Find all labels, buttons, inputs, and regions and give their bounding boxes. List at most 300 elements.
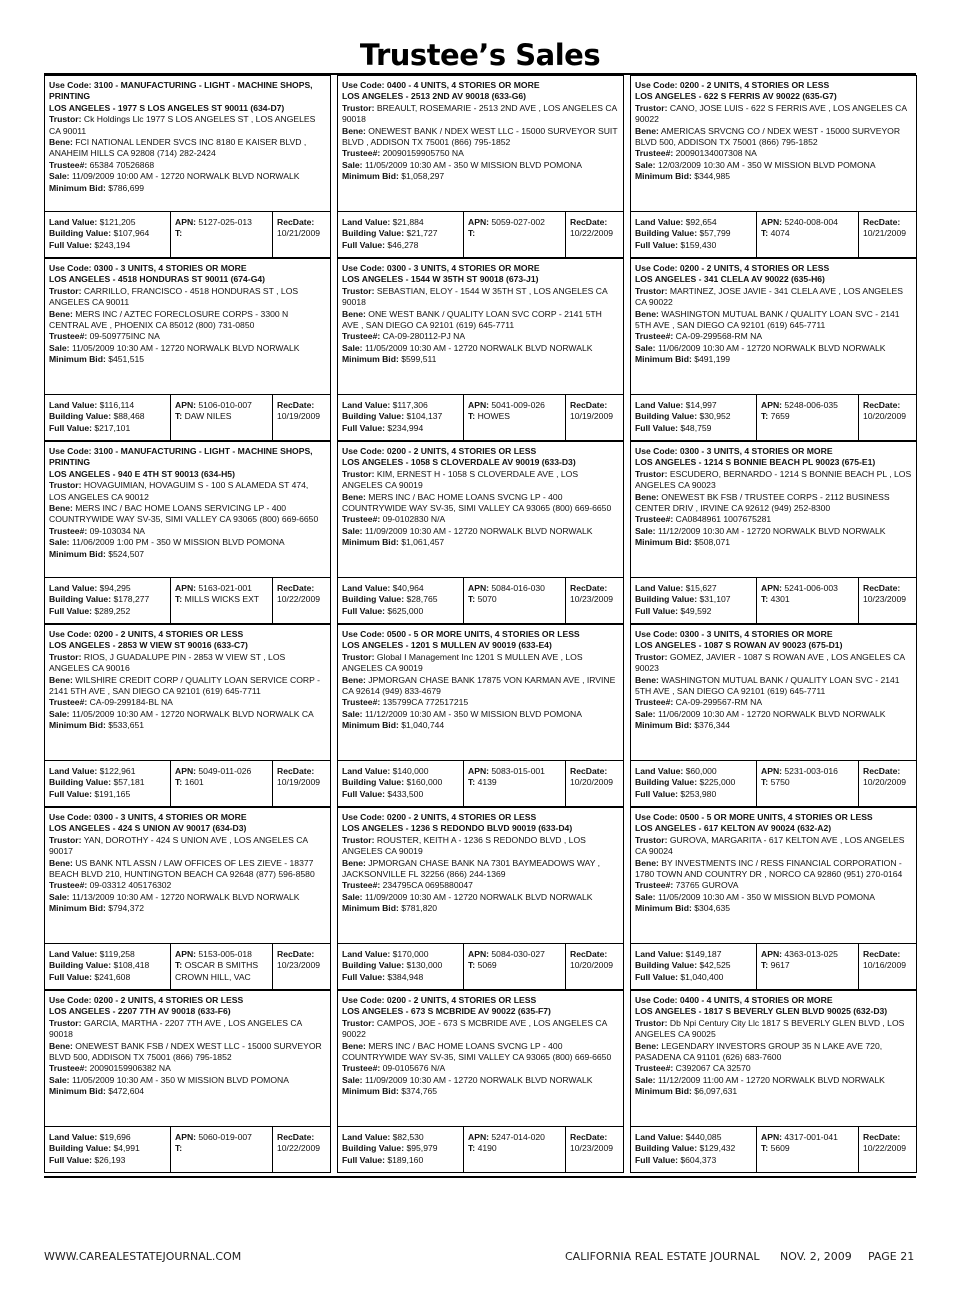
t-value: DAW NILES [184,411,232,422]
min-bid-value: $794,372 [108,903,145,914]
bene-value: MERS INC / AZTEC FORECLOSURE CORPS - 3300 N CENTRAL AVE , PHOENIX CA 85012 (800) 731-0850 [49,308,289,331]
min-bid-label: Minimum Bid: [49,182,106,193]
listing-card [337,441,624,624]
property-address: LOS ANGELES - 622 S FERRIS AV 90022 (635-G7) [635,91,837,102]
trustee-value: CA0848961 1007675281 [675,514,772,525]
sale-label: Sale: [635,891,656,902]
land-value-label: Land Value: [342,217,391,227]
property-address: LOS ANGELES - 617 KELTON AV 90024 (632-A2) [635,823,832,834]
page-title: Trustee’s Sales [359,38,601,72]
trustor-value: KIM, ERNEST H - 1058 S CLOVERDALE AVE , LOS ANGELES CA 90019 [342,468,579,491]
trustee-label: Trustee#: [49,159,88,170]
rec-date-value: 10/20/2009 [863,777,907,788]
trustee-line [635,148,913,159]
t-value: 4301 [770,594,790,605]
land-value-label: Land Value: [635,1132,684,1142]
property-address: LOS ANGELES - 1201 S MULLEN AV 90019 (633-E4) [342,640,552,651]
rec-date-value: 10/23/2009 [570,594,614,605]
land-value-label: Land Value: [49,400,98,410]
sale-label: Sale: [342,159,363,170]
bene-value: ONEWEST BANK FSB / NDEX WEST LLC - 15000 SURVEYOR BLVD 500, ADDISON TX 75001 (866) 795-1852 [49,1040,322,1063]
sale-line [635,160,913,171]
rec-date-cell [858,761,916,806]
apn-cell [756,212,858,257]
use-code: Use Code: 0300 - 3 UNITS, 4 STORIES OR MORE [49,812,247,822]
property-address: LOS ANGELES - 1214 S BONNIE BEACH PL 90023 (675-E1) [635,457,876,468]
trustor-line [49,114,327,137]
listing-details [338,808,623,944]
full-value-label: Full Value: [635,605,678,616]
trustor-value: YAN, DOROTHY - 424 S UNION AVE , LOS ANGELES CA 90017 [49,834,308,857]
listing-card [44,441,331,624]
trustor-line [342,652,620,675]
property-address: LOS ANGELES - 940 E 4TH ST 90013 (634-H5) [49,468,235,479]
rec-date-label: RecDate: [570,217,608,227]
building-value-label: Building Value: [49,777,112,788]
listing-details [631,259,916,395]
trustor-line [342,1018,620,1041]
trustor-value: BREAULT, ROSEMARIE - 2513 2ND AVE , LOS ANGELES CA 90018 [342,102,617,125]
use-code: Use Code: 0200 - 2 UNITS, 4 STORIES OR LESS [49,995,244,1005]
min-bid-label: Minimum Bid: [342,537,399,548]
footer-publication: CALIFORNIA REAL ESTATE JOURNAL [565,1250,760,1263]
building-value: $28,765 [406,594,438,605]
trustor-label: Trustor: [49,285,82,296]
trustor-line [635,103,913,126]
t-label: T: [761,960,769,971]
land-value: $14,997 [685,400,717,410]
rec-date-cell [272,395,330,440]
land-value-label: Land Value: [49,217,98,227]
bene-value: JPMORGAN CHASE BANK NA 7301 BAYMEADOWS WAY , JACKSONVILLE FL 32256 (866) 244-1369 [342,857,601,880]
rec-date-value: 10/19/2009 [570,411,614,422]
t-value: MILLS WICKS EXT [184,594,260,605]
full-value-label: Full Value: [635,422,678,433]
use-code: Use Code: 0400 - 4 UNITS, 4 STORIES OR MORE [342,80,540,90]
listing-card [337,75,624,258]
land-value: $60,000 [685,766,717,776]
apn-value: 5059-027-002 [491,217,545,227]
bene-value: WILSHIRE CREDIT CORP / QUALITY LOAN SERVICE CORP - 2141 5TH AVE , SAN DIEGO CA 92101 (619) 645-7711 [49,674,320,697]
value-row [45,578,330,623]
building-value: $4,991 [113,1143,140,1154]
land-value-label: Land Value: [342,583,391,593]
t-label: T: [761,411,769,422]
value-row [631,578,916,623]
bene-label: Bene: [635,857,659,868]
t-label: T: [175,411,183,422]
sale-label: Sale: [342,1074,363,1085]
sale-line [342,1075,620,1086]
bene-line [49,675,327,698]
listing-card [337,624,624,807]
trustee-line [635,331,913,342]
property-address: LOS ANGELES - 1058 S CLOVERDALE AV 90019 (633-D3) [342,457,576,468]
trustee-line [49,160,327,171]
rec-date-value: 10/23/2009 [863,594,907,605]
rec-date-label: RecDate: [277,766,315,776]
land-value-label: Land Value: [49,1132,98,1142]
full-value: $384,948 [387,971,424,982]
values-cell [338,395,463,440]
t-label: T: [761,777,769,788]
sale-label: Sale: [635,342,656,353]
min-bid-line [49,903,327,914]
bene-line [635,126,913,149]
bottom-rule [44,1176,916,1178]
bene-line [635,492,913,515]
trustor-label: Trustor: [49,114,82,125]
trustor-label: Trustor: [342,834,375,845]
listing-card [630,75,917,258]
trustor-line [342,835,620,858]
trustee-value: CA-09-299184-BL NA [89,697,173,708]
rec-date-cell [858,395,916,440]
trustor-value: Ck Holdings Llc 1977 S LOS ANGELES ST , LOS ANGELES CA 90011 [49,114,316,136]
full-value-label: Full Value: [635,971,678,982]
full-value: $234,994 [387,422,424,433]
min-bid-line [342,903,620,914]
sale-label: Sale: [635,525,656,536]
land-value: $170,000 [392,949,429,959]
trustee-value: CA-09-299567-RM NA [675,697,763,708]
full-value-label: Full Value: [342,605,385,616]
sale-label: Sale: [635,1074,656,1085]
sale-label: Sale: [49,708,70,719]
values-cell [631,395,756,440]
building-value-label: Building Value: [49,228,112,239]
sale-value: 11/06/2009 10:30 AM - 12720 NORWALK BLVD NORWALK [657,708,886,719]
full-value-label: Full Value: [49,971,92,982]
trustee-value: 234795CA 0695880047 [382,880,473,891]
listing-card [44,990,331,1173]
values-cell [45,944,170,989]
bene-label: Bene: [342,308,366,319]
apn-value: 5084-016-030 [491,583,545,593]
sale-label: Sale: [49,171,70,182]
trustor-line [49,652,327,675]
rec-date-label: RecDate: [277,400,315,410]
rec-date-value: 10/22/2009 [863,1143,907,1154]
trustor-value: SEBASTIAN, ELOY - 1544 W 35TH ST , LOS ANGELES CA 90018 [342,285,608,308]
trustee-line [342,1063,620,1074]
bene-line [49,137,327,160]
building-value: $104,137 [406,411,443,422]
listing-details [45,442,330,578]
land-value-label: Land Value: [635,766,684,776]
sale-label: Sale: [49,537,70,548]
value-row [631,1127,916,1172]
value-row [45,944,330,989]
sale-value: 11/12/2009 10:30 AM - 350 W MISSION BLVD POMONA [364,708,582,719]
apn-label: APN: [175,949,197,959]
value-row [631,944,916,989]
trustor-label: Trustor: [342,102,375,113]
bene-value: US BANK NTL ASSN / LAW OFFICES OF LES ZIEVE - 18377 BEACH BLVD 210, HUNTINGTON BEACH CA 92648 (877) 596-8580 [49,857,315,880]
full-value-label: Full Value: [49,422,92,433]
full-value: $433,500 [387,788,424,799]
trustee-line [49,1063,327,1074]
min-bid-line [49,720,327,731]
values-cell [45,395,170,440]
value-row [338,578,623,623]
value-row [338,395,623,440]
bene-label: Bene: [342,857,366,868]
listing-details [631,808,916,944]
trustor-label: Trustor: [635,102,668,113]
sale-label: Sale: [342,342,363,353]
property-address: LOS ANGELES - 1544 W 35TH ST 90018 (673-J1) [342,274,539,285]
bene-value: ONE WEST BANK / QUALITY LOAN SVC CORP - 2141 5TH AVE , SAN DIEGO CA 92101 (619) 645-7711 [342,308,602,331]
trustor-value: MARTINEZ, JOSE JAVIE - 341 CLELA AVE , LOS ANGELES CA 90022 [635,285,903,308]
apn-value: 5231-003-016 [784,766,838,776]
rec-date-label: RecDate: [863,766,901,776]
rec-date-cell [565,944,623,989]
building-value: $30,952 [699,411,731,422]
land-value-label: Land Value: [342,949,391,959]
trustee-label: Trustee#: [635,148,674,159]
values-cell [631,1127,756,1172]
apn-value: 5153-005-018 [198,949,252,959]
building-value: $130,000 [406,960,443,971]
rec-date-label: RecDate: [277,583,315,593]
apn-label: APN: [761,1132,783,1142]
sale-line [49,343,327,354]
full-value-label: Full Value: [49,788,92,799]
rec-date-cell [272,944,330,989]
listing-card [44,807,331,990]
trustee-value: 20090159905750 NA [382,148,464,159]
bene-value: BY INVESTMENTS INC / RESS FINANCIAL CORPORATION - 1780 TOWN AND COUNTRY DR , NORCO CA 92860 (951) 270-0164 [635,857,903,880]
min-bid-value: $491,199 [694,354,731,365]
rec-date-value: 10/20/2009 [570,777,614,788]
min-bid-label: Minimum Bid: [49,354,106,365]
property-address: LOS ANGELES - 341 CLELA AV 90022 (635-H6) [635,274,825,285]
min-bid-value: $472,604 [108,1086,145,1097]
bene-value: AMERICAS SRVCNG CO / NDEX WEST - 15000 SURVEYOR BLVD 500, ADDISON TX 75001 (866) 795-1852 [635,125,901,148]
bene-label: Bene: [49,1040,73,1051]
apn-value: 5049-011-026 [198,766,252,776]
use-code: Use Code: 0300 - 3 UNITS, 4 STORIES OR MORE [342,263,540,273]
min-bid-line [49,183,327,194]
trustee-label: Trustee#: [635,1063,674,1074]
rec-date-label: RecDate: [863,217,901,227]
listing-details [45,808,330,944]
value-row [631,395,916,440]
footer-website: WWW.CAREALESTATEJOURNAL.COM [44,1250,242,1263]
sale-value: 11/09/2009 10:30 AM - 12720 NORWALK BLVD NORWALK [364,1074,593,1085]
full-value: $189,160 [387,1154,424,1165]
trustee-value: 09-103034 NA [89,525,146,536]
apn-label: APN: [468,400,490,410]
trustee-label: Trustee#: [342,331,381,342]
trustor-line [635,835,913,858]
full-value-label: Full Value: [342,1154,385,1165]
trustor-label: Trustor: [342,1017,375,1028]
bene-label: Bene: [342,1040,366,1051]
min-bid-line [342,720,620,731]
t-label: T: [468,1143,476,1154]
min-bid-line [635,1086,913,1097]
t-label: T: [468,960,476,971]
full-value: $289,252 [94,605,131,616]
building-value: $160,000 [406,777,443,788]
land-value-label: Land Value: [635,583,684,593]
full-value-label: Full Value: [49,239,92,250]
property-address: LOS ANGELES - 1817 S BEVERLY GLEN BLVD 90025 (632-D3) [635,1006,888,1017]
sale-value: 11/05/2009 10:30 AM - 350 W MISSION BLVD POMONA [657,891,875,902]
sale-line [635,892,913,903]
sale-line [342,709,620,720]
building-value: $225,000 [699,777,736,788]
min-bid-line [635,354,913,365]
rec-date-value: 10/19/2009 [277,777,321,788]
apn-cell [170,212,272,257]
rec-date-cell [272,578,330,623]
bene-value: WASHINGTON MUTUAL BANK / QUALITY LOAN SVC - 2141 5TH AVE , SAN DIEGO CA 92101 (619) 645-7711 [635,674,900,697]
trustor-value: GUROVA, MARGARITA - 617 KELTON AVE , LOS ANGELES CA 90024 [635,834,905,857]
trustor-label: Trustor: [49,651,82,662]
trustee-label: Trustee#: [342,880,381,891]
rec-date-value: 10/22/2009 [570,228,614,239]
min-bid-value: $533,651 [108,720,145,731]
bene-label: Bene: [635,491,659,502]
bene-label: Bene: [635,125,659,136]
rec-date-value: 10/19/2009 [277,411,321,422]
sale-value: 11/09/2009 10:30 AM - 12720 NORWALK BLVD NORWALK [364,525,593,536]
sale-value: 11/06/2009 1:00 PM - 350 W MISSION BLVD POMONA [71,537,285,548]
apn-label: APN: [761,217,783,227]
rec-date-cell [858,944,916,989]
min-bid-label: Minimum Bid: [49,720,106,731]
trustor-label: Trustor: [635,468,668,479]
trustor-label: Trustor: [342,651,375,662]
trustor-line [49,480,327,503]
t-value: 9617 [770,960,790,971]
apn-cell [756,944,858,989]
trustor-line [635,286,913,309]
trustee-value: 135799CA 772517215 [382,697,469,708]
sale-label: Sale: [635,159,656,170]
listings-grid [44,75,917,1174]
trustee-value: CA-09-299568-RM NA [675,331,763,342]
trustee-label: Trustee#: [49,697,88,708]
bene-label: Bene: [49,503,73,514]
full-value-label: Full Value: [635,1154,678,1165]
use-code: Use Code: 0200 - 2 UNITS, 4 STORIES OR LESS [635,80,830,90]
land-value-label: Land Value: [635,949,684,959]
min-bid-line [342,1086,620,1097]
bene-label: Bene: [49,857,73,868]
footer-date: NOV. 2, 2009 [780,1250,852,1263]
building-value-label: Building Value: [49,411,112,422]
rec-date-cell [858,578,916,623]
trustor-line [635,652,913,675]
apn-label: APN: [468,766,490,776]
land-value: $440,085 [685,1132,722,1142]
trustee-label: Trustee#: [49,880,88,891]
rec-date-value: 10/23/2009 [570,1143,614,1154]
apn-cell [463,944,565,989]
listing-details [45,259,330,395]
listing-card [44,258,331,441]
bene-line [342,126,620,149]
min-bid-line [342,537,620,548]
building-value-label: Building Value: [635,777,698,788]
min-bid-line [635,537,913,548]
listing-details [631,442,916,578]
bene-value: FCI NATIONAL LENDER SVCS INC 8180 E KAISER BLVD , ANAHEIM HILLS CA 92808 (714) 282-2424 [49,137,307,159]
trustee-label: Trustee#: [635,331,674,342]
apn-value: 5084-030-027 [491,949,545,959]
min-bid-value: $304,635 [694,903,731,914]
listing-card [630,990,917,1173]
rec-date-value: 10/22/2009 [277,1143,321,1154]
apn-cell [463,212,565,257]
bene-value: JPMORGAN CHASE BANK 17875 VON KARMAN AVE , IRVINE CA 92614 (949) 833-4679 [342,674,616,697]
bene-value: WASHINGTON MUTUAL BANK / QUALITY LOAN SVC - 2141 5TH AVE , SAN DIEGO CA 92101 (619) 645-7711 [635,308,900,331]
apn-cell [463,395,565,440]
rec-date-value: 10/22/2009 [277,594,321,605]
apn-label: APN: [468,949,490,959]
bene-line [635,675,913,698]
trustee-line [635,697,913,708]
apn-value: 5163-021-001 [198,583,252,593]
min-bid-label: Minimum Bid: [49,548,106,559]
apn-value: 5241-006-003 [784,583,838,593]
apn-cell [756,395,858,440]
trustor-line [342,286,620,309]
trustee-label: Trustee#: [49,525,88,536]
trustor-label: Trustor: [342,468,375,479]
use-code: Use Code: 0400 - 4 UNITS, 4 STORIES OR MORE [635,995,833,1005]
trustee-label: Trustee#: [342,148,381,159]
value-row [338,944,623,989]
apn-cell [463,1127,565,1172]
min-bid-line [49,354,327,365]
value-row [338,1127,623,1172]
trustee-line [49,331,327,342]
full-value-label: Full Value: [342,239,385,250]
use-code: Use Code: 0500 - 5 OR MORE UNITS, 4 STORIES OR LESS [635,812,873,822]
sale-line [635,1075,913,1086]
listing-details [338,442,623,578]
rec-date-cell [858,212,916,257]
min-bid-label: Minimum Bid: [342,354,399,365]
trustor-value: CARRILLO, FRANCISCO - 4518 HONDURAS ST , LOS ANGELES CA 90011 [49,285,299,308]
property-address: LOS ANGELES - 673 S MCBRIDE AV 90022 (635-F7) [342,1006,551,1017]
trustor-value: Global I Management Inc 1201 S MULLEN AVE , LOS ANGELES CA 90019 [342,651,583,674]
min-bid-value: $781,820 [401,903,438,914]
rec-date-label: RecDate: [277,217,315,227]
min-bid-line [635,903,913,914]
building-value-label: Building Value: [342,1143,405,1154]
values-cell [45,212,170,257]
apn-cell [170,578,272,623]
building-value: $88,468 [113,411,145,422]
trustee-value: 09-0105676 N/A [382,1063,446,1074]
building-value-label: Building Value: [635,594,698,605]
t-label: T: [175,777,183,788]
bene-line [342,858,620,881]
sale-value: 11/05/2009 10:30 AM - 12720 NORWALK BLVD NORWALK CA [71,708,314,719]
min-bid-label: Minimum Bid: [635,1086,692,1097]
land-value: $121,205 [99,217,136,227]
t-label: T: [468,594,476,605]
trustee-line [635,1063,913,1074]
sale-line [49,892,327,903]
sale-value: 11/09/2009 10:30 AM - 12720 NORWALK BLVD NORWALK [364,891,593,902]
